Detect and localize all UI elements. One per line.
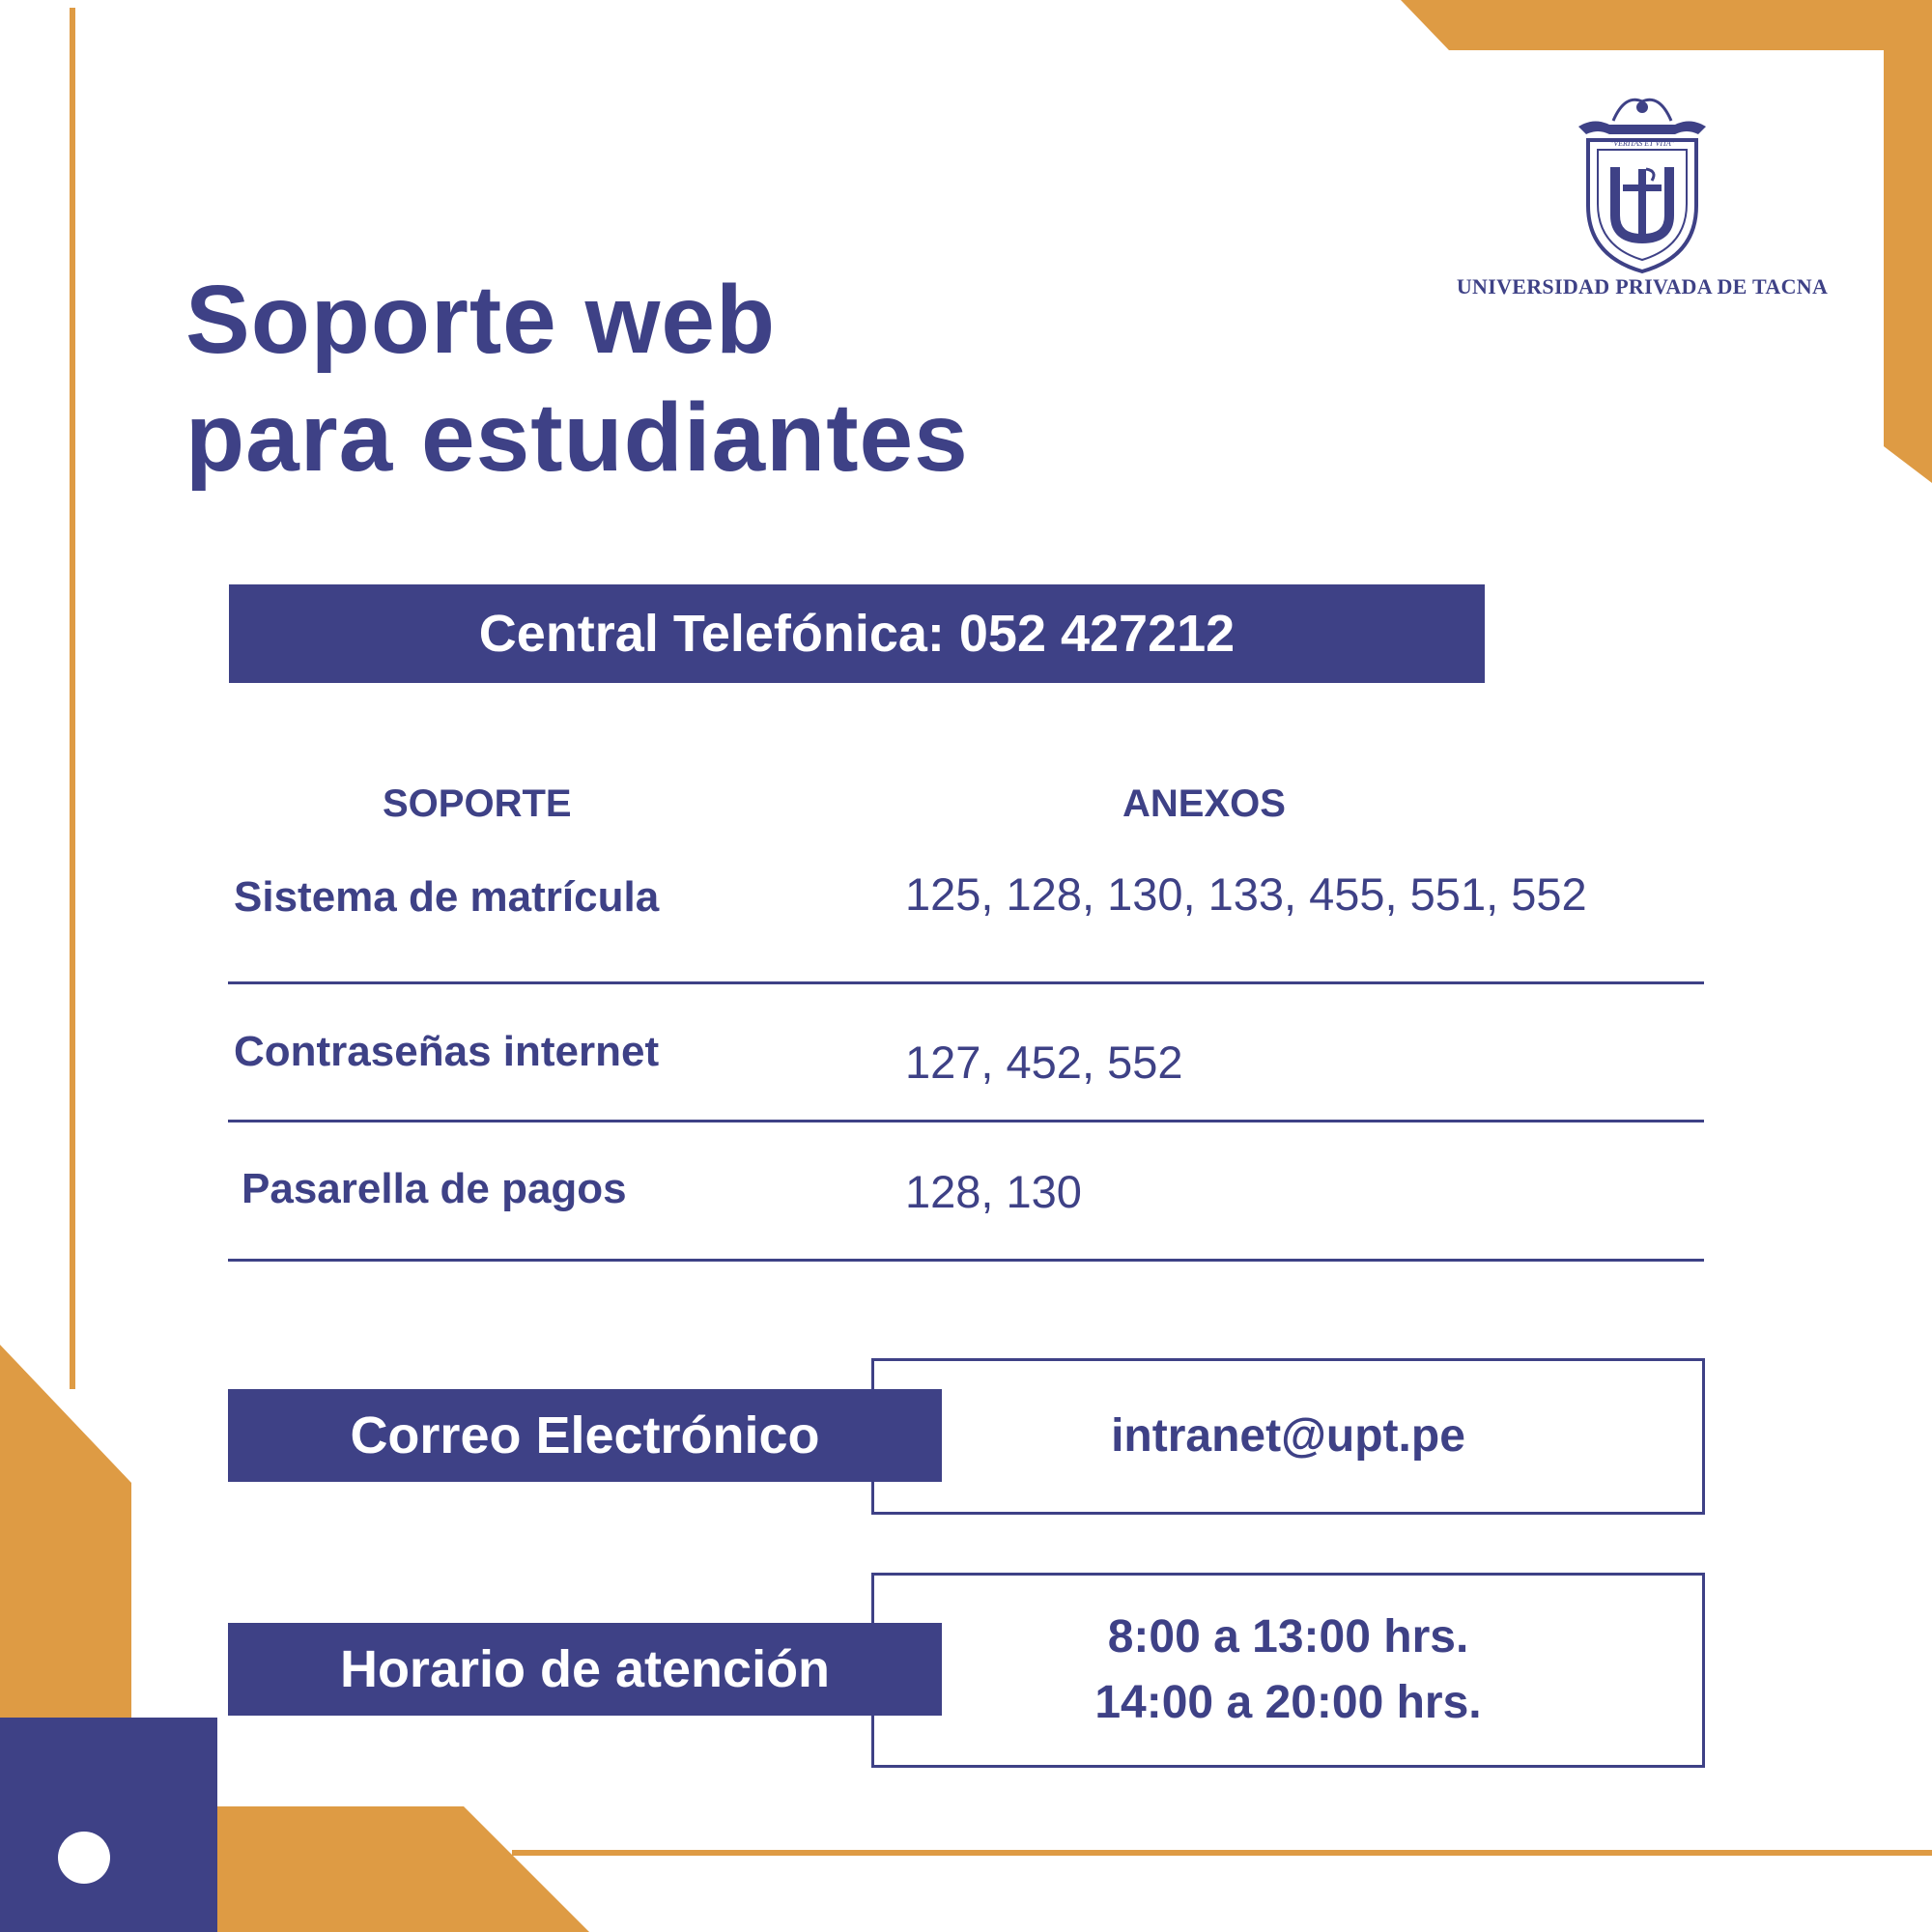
row-value-sistema-matricula: 125, 128, 130, 133, 455, 551, 552: [905, 868, 1587, 920]
row-label-sistema-matricula: Sistema de matrícula: [234, 873, 660, 921]
hours-box: [871, 1573, 1705, 1768]
page-title: [185, 261, 1151, 497]
row-value-contrasenas-internet: 127, 452, 552: [905, 1037, 1183, 1088]
hours-line-1: 8:00 a 13:00 hrs.: [1107, 1611, 1469, 1662]
table-row-divider: [228, 981, 1704, 984]
title-line-2: para estudiantes: [185, 384, 969, 492]
table-row-divider: [228, 1259, 1704, 1262]
bottom-corner-decoration: [217, 1806, 604, 1932]
central-phone-banner: Central Telefónica: 052 427212: [229, 584, 1485, 683]
column-header-anexos: ANEXOS: [1122, 782, 1286, 825]
column-header-soporte: SOPORTE: [383, 782, 572, 825]
table-row-divider: [228, 1120, 1704, 1122]
email-address[interactable]: intranet@upt.pe: [1111, 1410, 1465, 1462]
university-name: UNIVERSIDAD PRIVADA DE TACNA: [1456, 274, 1829, 298]
hours-label-bar: Horario de atención: [228, 1623, 942, 1716]
email-label-bar: Correo Electrónico: [228, 1389, 942, 1482]
university-crest-icon: [1575, 92, 1710, 275]
title-line-1: Soporte web: [185, 266, 777, 374]
frame-left-line: [70, 8, 75, 1389]
white-dot: [58, 1832, 110, 1884]
logo-motto: "VERITAS ET VITA": [1609, 139, 1675, 148]
row-label-pasarella-pagos: Pasarella de pagos: [242, 1165, 627, 1212]
frame-bottom-line: [512, 1850, 1932, 1856]
row-label-contrasenas-internet: Contraseñas internet: [234, 1028, 660, 1075]
hours-line-2: 14:00 a 20:00 hrs.: [1094, 1677, 1482, 1728]
navy-corner-block: [0, 1718, 217, 1932]
email-box: [871, 1358, 1705, 1515]
bottom-left-corner-decoration: [0, 1343, 131, 1739]
row-value-pasarella-pagos: 128, 130: [905, 1166, 1082, 1217]
